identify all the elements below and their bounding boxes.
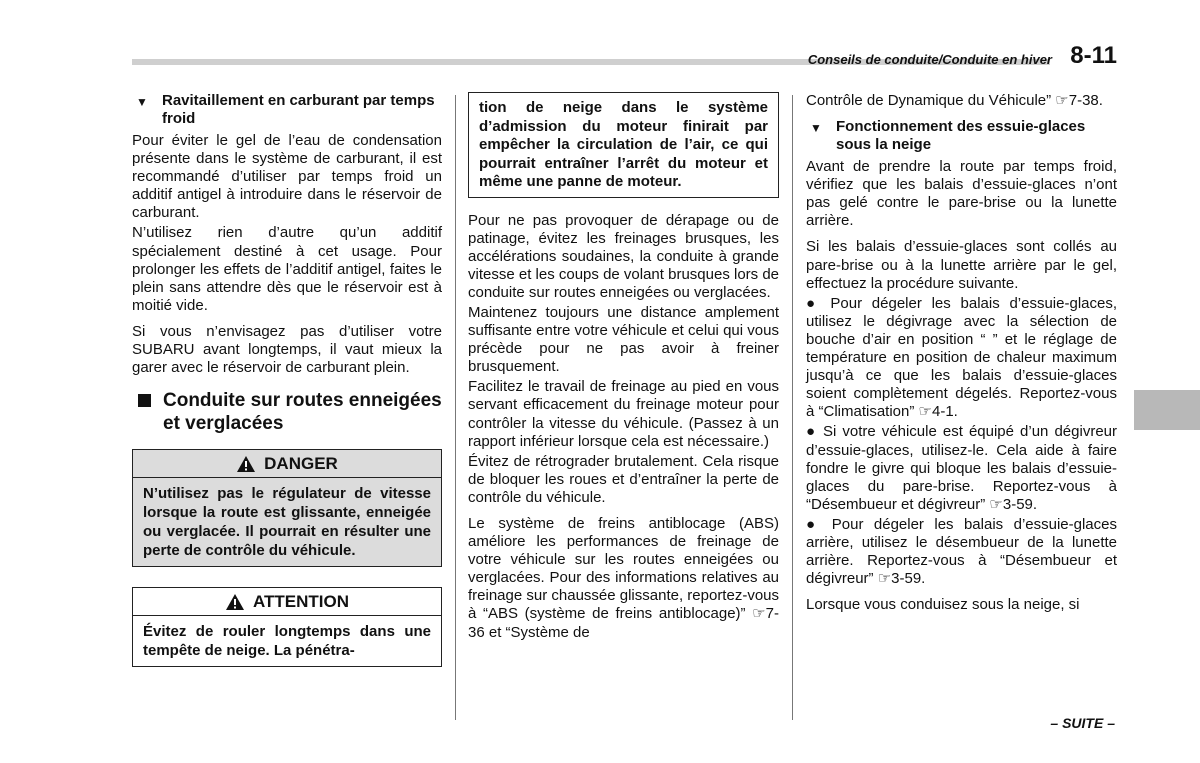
paragraph: Si vous n’envisagez pas d’utiliser votre SUBARU avant longtemps, il vaut mieux la garer avec le réservoir de carburant plein. [132, 322, 442, 377]
column-divider-2 [792, 95, 793, 720]
continued-label: – SUITE – [1050, 715, 1115, 731]
column-1 [132, 92, 442, 687]
danger-header: DANGER [133, 450, 441, 478]
section-heading: Conduite sur routes enneigées et verglacées [132, 389, 442, 435]
attention-header: ATTENTION [133, 588, 441, 616]
square-bullet-icon [138, 394, 151, 407]
paragraph: Si les balais d’essuie-glaces sont collés au pare-brise ou à la lunette arrière par le gel, effectuez la procédure suivante. [806, 238, 1117, 292]
paragraph: Maintenez toujours une distance amplement suffisante entre votre véhicule et celui qui vous précède pour ne pas avoir à freiner brusquement. [468, 303, 779, 376]
paragraph: N’utilisez rien d’autre qu’un additif spécialement destiné à cet usage. Pour prolonger les effets de l’additif antigel, faites le plein sans attendre dès que le réservoir est à moitié vide. [132, 224, 442, 314]
attention-continuation-box: tion de neige dans le système d’admission du moteur finirait par empêcher la circulation de l’air, ce qui pourrait entraîner l’arrêt du moteur et même une panne de moteur. [468, 92, 779, 198]
danger-text: N’utilisez pas le régulateur de vitesse lorsque la route est glissante, enneigée ou verglacée. Il pourrait en résulter une perte de contrôle du véhicule. [133, 478, 441, 566]
subsection-heading-fuel: ▼ Ravitaillement en carburant par temps froid [132, 92, 442, 128]
paragraph: Contrôle de Dynamique du Véhicule” ☞7-38. [806, 92, 1103, 109]
paragraph: Lorsque vous conduisez sous la neige, si [806, 596, 1080, 614]
paragraph: Le système de freins antiblocage (ABS) améliore les performances de freinage de votre véhicule sur les routes enneigées ou verglacées. Pour des informations relatives au freinage sur chaussée glissante, reportez-vous à “ABS (système de freins antiblocage)” ☞7-36 et “Système de [468, 515, 780, 641]
paragraph: Pour ne pas provoquer de dérapage ou de patinage, évitez les freinages brusques, les accélérations soudaines, la conduite à grande vitesse et les coups de volant brusques lors de conduite sur routes enneigées ou verglacées. [468, 211, 780, 301]
paragraph: Évitez de rétrograder brutalement. Cela risque de bloquer les roues et d’entraîner la perte de contrôle du véhicule. [468, 452, 779, 506]
chapter-tab [1134, 390, 1200, 430]
column-2 [468, 92, 779, 642]
triangle-bullet-icon: ▼ [136, 95, 148, 109]
paragraph: Avant de prendre la route par temps froid, vérifiez que les balais d’essuie-glaces n’ont pas gelé contre le pare-brise ou la lunette arrière. [806, 158, 1117, 230]
bullet-item: ● Pour dégeler les balais d’essuie-glaces, utilisez le dégivrage avec la sélection de bouche d’air en position “ ” et le réglage de température en position de chaleur maximum jusqu’à ce que les balais d’essuie-glaces soient complètement dégelés. Reportez-vous à “Climatisation” ☞4-1. [806, 294, 1117, 421]
bullet-item: ● Si votre véhicule est équipé d’un dégivreur d’essuie-glaces, utilisez-le. Cela aide à faire fondre le givre qui bloque les balais d’essuie-glaces du pare-brise. Reportez-vous à “Désembueur et dégivreur” ☞3-59. [806, 423, 1117, 513]
triangle-bullet-icon: ▼ [810, 121, 822, 136]
header-title: Conseils de conduite/Conduite en hiver [807, 52, 1052, 67]
warning-triangle-icon [236, 455, 256, 473]
danger-box [132, 449, 442, 567]
column-3 [806, 92, 1117, 614]
bullet-item: ● Pour dégeler les balais d’essuie-glaces arrière, utilisez le désembueur de la lunette arrière. Reportez-vous à “Désembueur et dégivreur” ☞3-59. [806, 515, 1117, 588]
attention-box [132, 587, 442, 667]
attention-text: Évitez de rouler longtemps dans une tempête de neige. La pénétra- [133, 616, 441, 666]
page-number: 8-11 [1070, 42, 1117, 69]
warning-triangle-icon [225, 593, 245, 611]
column-divider-1 [455, 95, 456, 720]
paragraph: Pour éviter le gel de l’eau de condensation présente dans le système de carburant, il est recommandé d’utiliser par temps froid un additif antigel à introduire dans le réservoir de carburant. [132, 132, 442, 222]
subsection-heading-wipers: ▼ Fonctionnement des essuie-glaces sous la neige [806, 118, 1117, 154]
paragraph: Facilitez le travail de freinage au pied en vous servant efficacement du freinage moteur pour contrôler la vitesse du véhicule. (Passez à un rapport inférieur lorsque cela est nécessaire.) [468, 378, 779, 450]
